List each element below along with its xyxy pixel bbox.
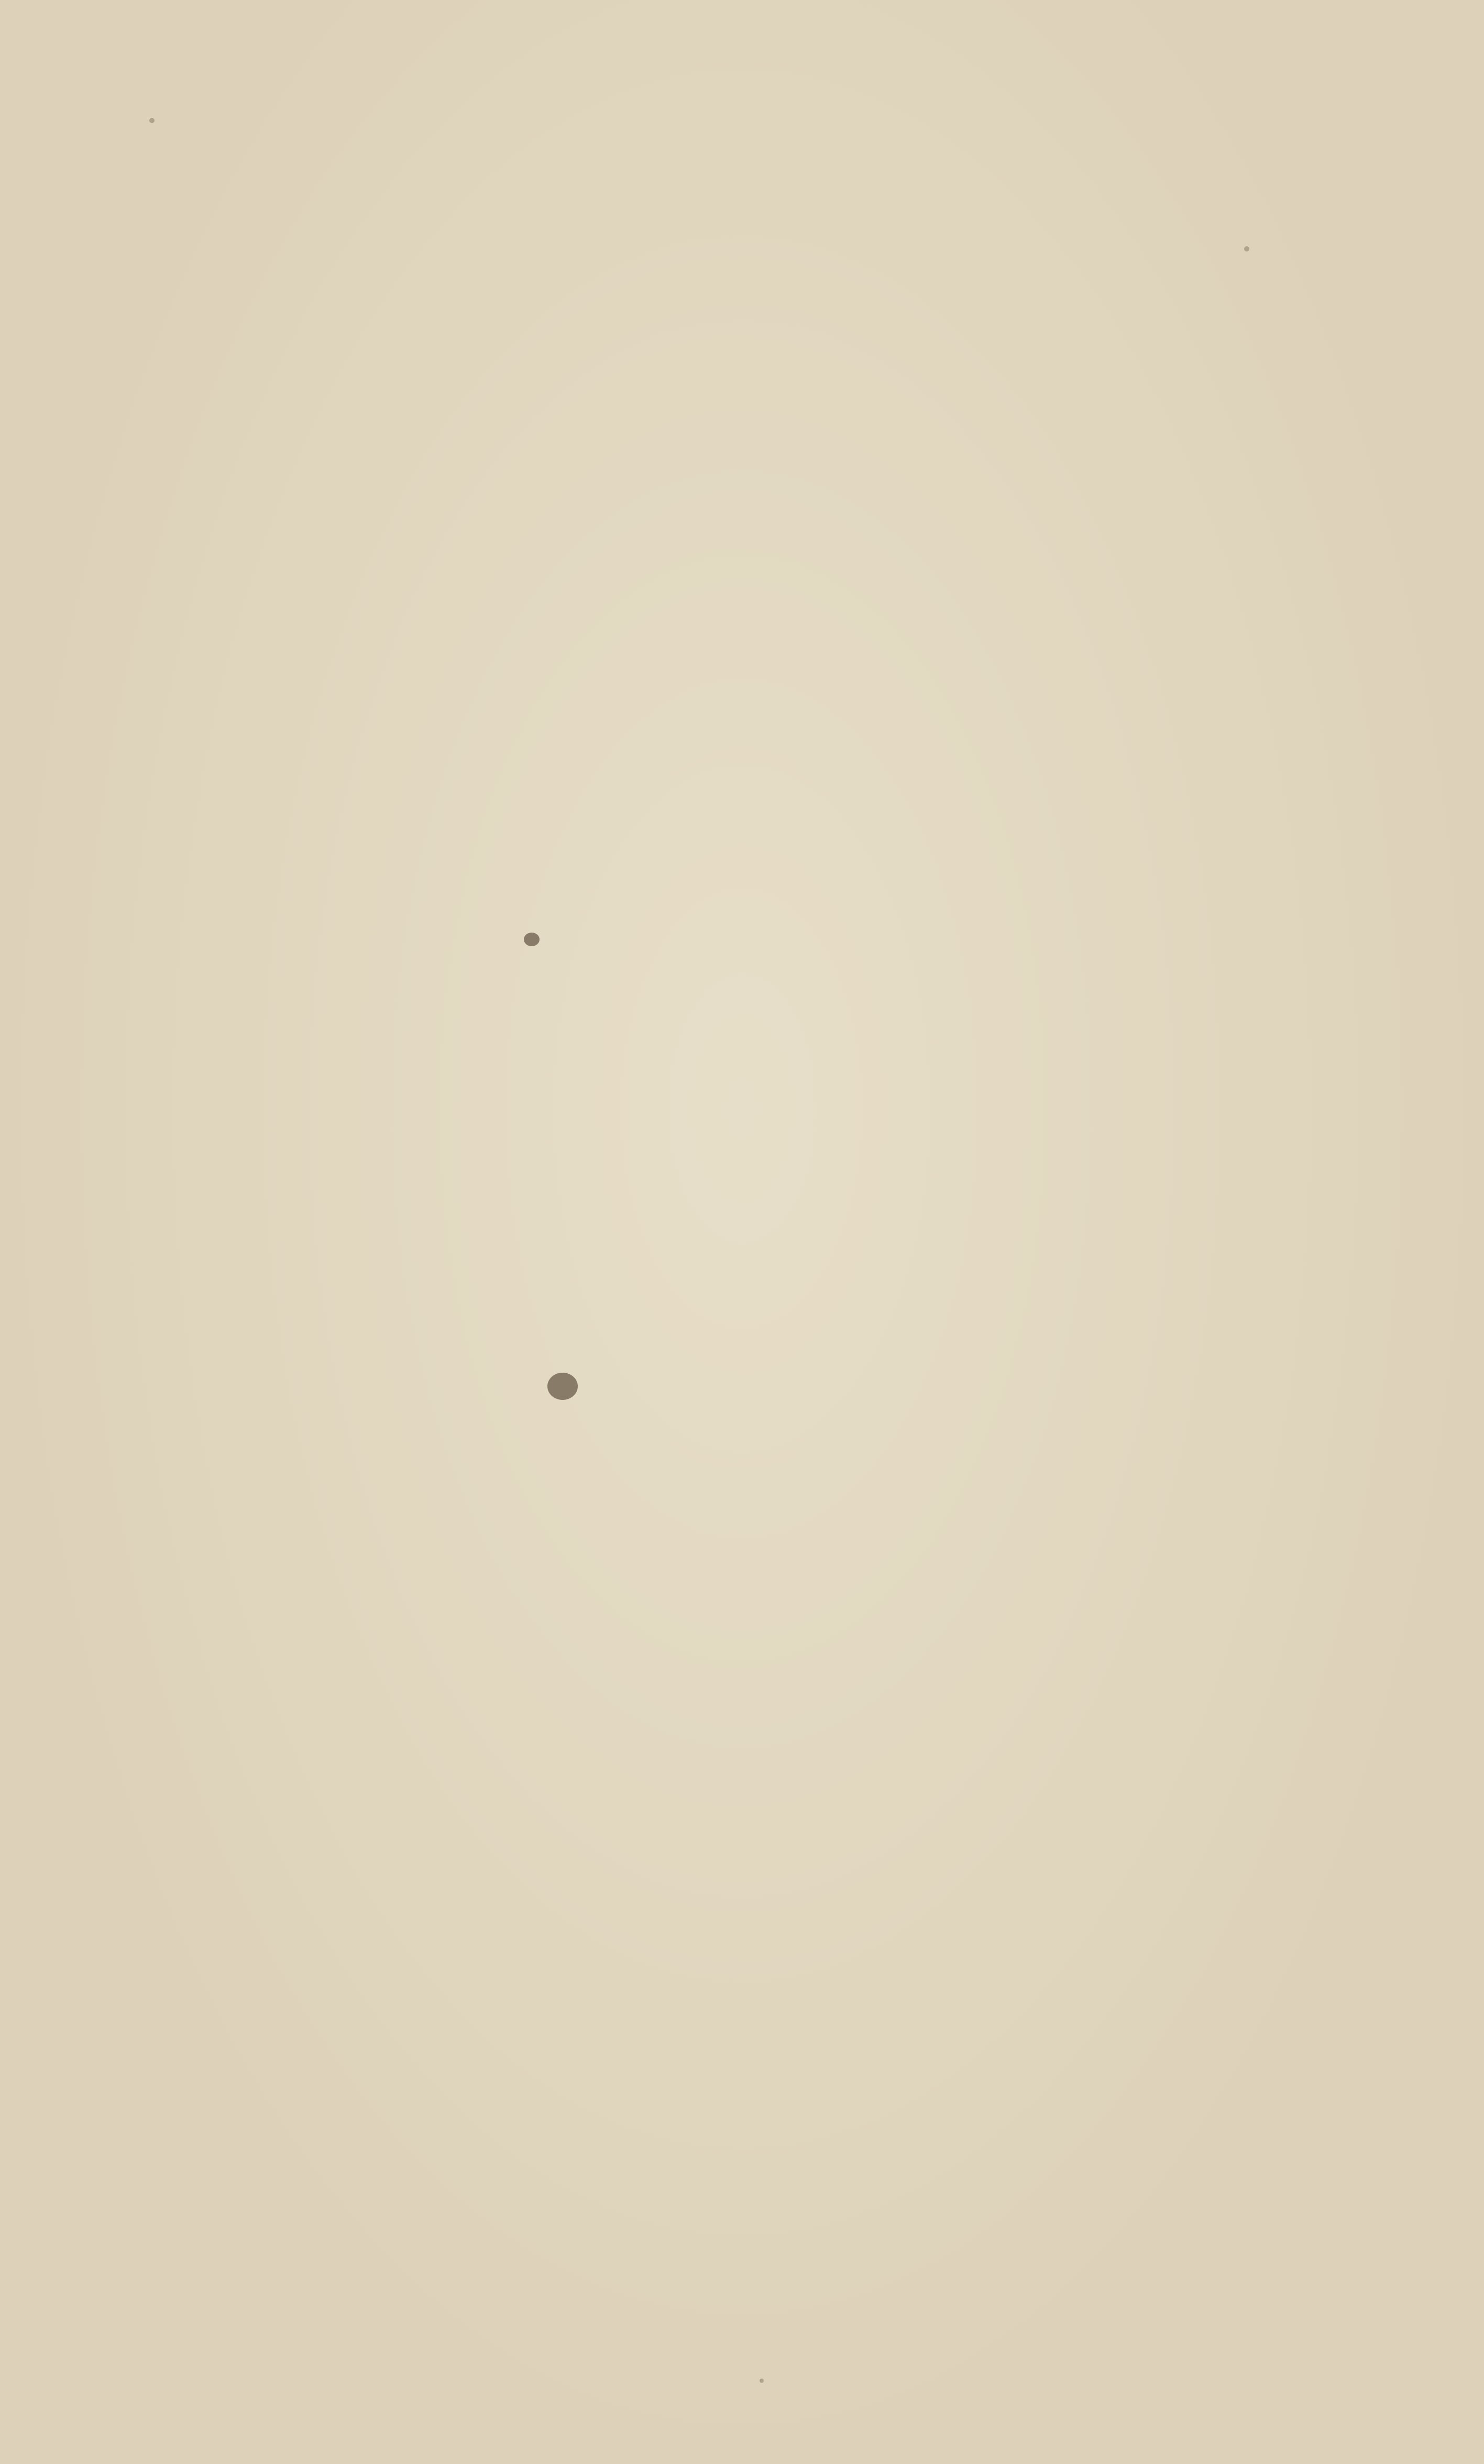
text-column — [388, 272, 1420, 341]
paper-speck — [760, 2379, 764, 2383]
ink-stain — [524, 933, 540, 946]
ink-stain — [547, 1373, 578, 1400]
paper-speck — [149, 118, 155, 123]
paper-speck — [1244, 246, 1249, 251]
